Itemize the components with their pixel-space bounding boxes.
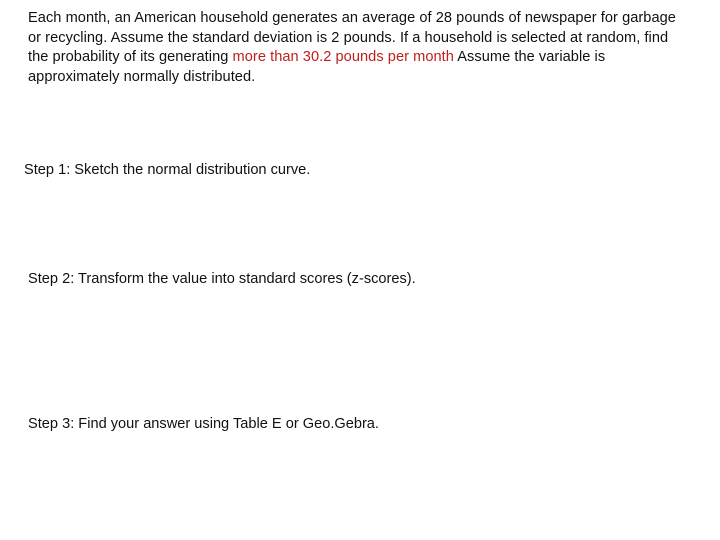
problem-text-start: Each month, an American household generates an average of 28 pounds of newspaper for garbage or recycling. Assume the standard deviation is 2 pounds. If a household is selected at random, find the probability of its generating [28,10,676,65]
problem-statement [28,9,688,87]
step-2-text: Step 2: Transform the value into standard scores (z-scores). [28,271,416,287]
step-3-text: Step 3: Find your answer using Table E or Geo.Gebra. [28,416,379,432]
problem-highlight: more than 30.2 pounds per month [232,49,454,65]
step-1-text: Step 1: Sketch the normal distribution curve. [24,162,311,178]
problem-text-end: Assume the variable is approximately normally distributed. [28,49,606,85]
